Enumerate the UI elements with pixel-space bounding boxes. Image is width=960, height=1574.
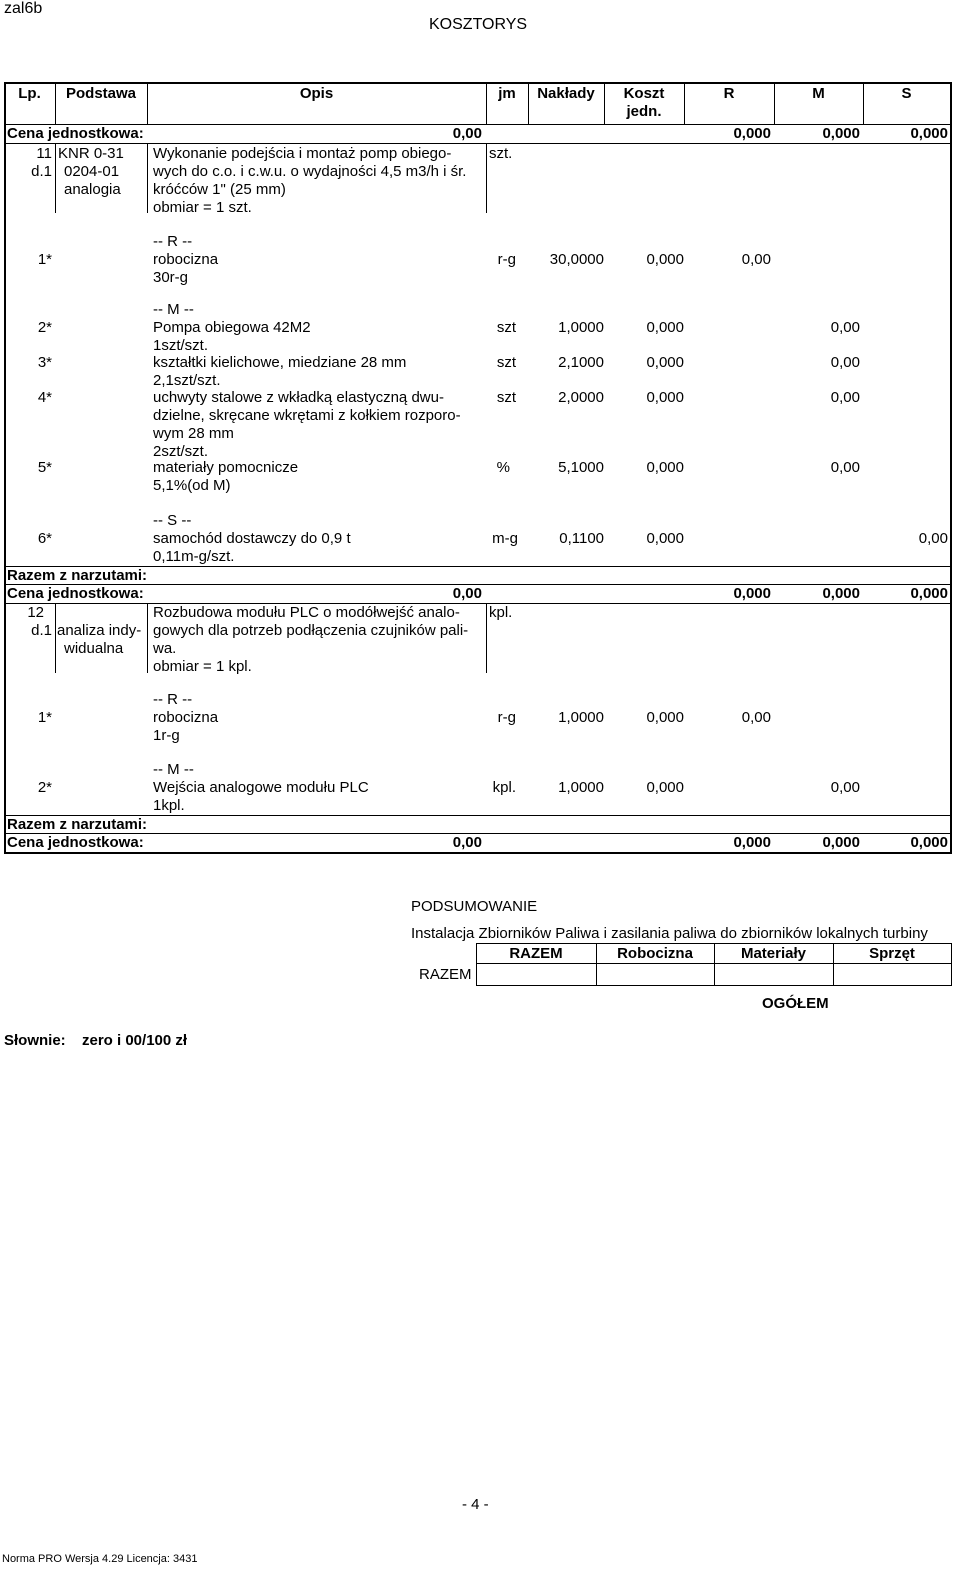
pos11-obmiar: obmiar = 1 szt. <box>153 199 252 216</box>
pos11-m3-koszt: 0,000 <box>646 354 684 371</box>
pos11-podstawa: KNR 0-31 <box>58 145 124 162</box>
cena-r: 0,000 <box>733 834 771 851</box>
pos11-m4-naklady: 2,0000 <box>558 389 604 406</box>
pos11-s6-norm: 0,11m-g/szt. <box>153 548 235 565</box>
pos11-m5-naklady: 5,1000 <box>558 459 604 476</box>
razem-label: Razem z narzutami: <box>7 567 148 584</box>
pos12-m2-lp: 2* <box>37 779 52 796</box>
cena-s: 0,000 <box>910 834 948 851</box>
pos11-r1-naklady: 30,0000 <box>549 251 604 268</box>
pos11-m3-lp: 3* <box>37 354 52 371</box>
cena-r: 0,000 <box>733 125 771 142</box>
page-title: KOSZTORYS <box>429 16 528 33</box>
pos11-m3-naklady: 2,1000 <box>558 354 604 371</box>
pos11-lp-sub: d.1 <box>31 163 52 180</box>
col-line <box>147 143 148 213</box>
summary-col-robocizna: Robocizna <box>617 945 693 962</box>
pos12-obmiar: obmiar = 1 kpl. <box>153 658 252 675</box>
col-line <box>486 603 487 673</box>
cena-r: 0,000 <box>733 585 771 602</box>
summary-total: OGÓŁEM <box>762 995 829 1012</box>
pos11-r1-value: 0,00 <box>741 251 771 268</box>
cena-m: 0,000 <box>822 125 860 142</box>
header-podstawa: Podstawa <box>65 85 137 102</box>
cena-label: Cena jednostkowa: <box>7 125 144 142</box>
cena-main: 0,00 <box>452 125 482 142</box>
header-koszt: Koszt <box>623 85 665 102</box>
pos12-m2-koszt: 0,000 <box>646 779 684 796</box>
pos11-m2-jm: szt <box>496 319 516 336</box>
pos12-r1-value: 0,00 <box>741 709 771 726</box>
pos12-opis: gowych dla potrzeb podłączenia czujników pali- <box>153 622 469 639</box>
pos11-opis: Wykonanie podejścia i montaż pomp obiego- <box>153 145 452 162</box>
pos11-jm: szt. <box>489 145 513 162</box>
pos11-m4-jm: szt <box>496 389 516 406</box>
summary-title: PODSUMOWANIE <box>411 898 538 915</box>
pos11-s-header: -- S -- <box>153 512 192 529</box>
header-naklady: Nakłady <box>537 85 595 102</box>
pos12-m2-naklady: 1,0000 <box>558 779 604 796</box>
slownie-value: zero i 00/100 zł <box>82 1032 188 1049</box>
pos11-m3-value: 0,00 <box>830 354 860 371</box>
pos12-r1-naklady: 1,0000 <box>558 709 604 726</box>
cena-label: Cena jednostkowa: <box>7 585 144 602</box>
header-lp: Lp. <box>18 85 41 102</box>
header-s: S <box>901 85 912 102</box>
pos12-jm: kpl. <box>489 604 513 621</box>
header-jedn: jedn. <box>626 103 662 120</box>
pos11-podstawa: 0204-01 <box>64 163 120 180</box>
pos12-m2-value: 0,00 <box>830 779 860 796</box>
pos11-m5-norm: 5,1%(od M) <box>153 477 231 494</box>
pos12-opis: wa. <box>153 640 177 657</box>
pos11-r1-name: robocizna <box>153 251 219 268</box>
table-bottom-border <box>4 852 952 854</box>
page-number: - 4 - <box>462 1496 489 1513</box>
pos11-r1-lp: 1* <box>37 251 52 268</box>
pos12-m2-name: Wejścia analogowe modułu PLC <box>153 779 369 796</box>
pos12-lp-sub: d.1 <box>31 622 52 639</box>
pos11-s6-naklady: 0,1100 <box>559 530 604 547</box>
pos11-m4-norm: 2szt/szt. <box>153 443 209 460</box>
pos11-m4-lp: 4* <box>37 389 52 406</box>
pos12-r1-name: robocizna <box>153 709 219 726</box>
pos11-m4-koszt: 0,000 <box>646 389 684 406</box>
cena-main: 0,00 <box>452 585 482 602</box>
cena-s: 0,000 <box>910 585 948 602</box>
table-right-border <box>950 82 952 854</box>
pos11-m4-name: dzielne, skręcane wkrętami z kołkiem rozporo- <box>153 407 461 424</box>
summary-line <box>951 943 952 986</box>
col-line <box>55 143 56 213</box>
pos12-r1-koszt: 0,000 <box>646 709 684 726</box>
pos12-podstawa: widualna <box>64 640 124 657</box>
pos12-r-header: -- R -- <box>153 691 193 708</box>
pos11-m5-jm: % <box>496 459 510 476</box>
cena-main: 0,00 <box>452 834 482 851</box>
cena-m: 0,000 <box>822 585 860 602</box>
pos12-r1-jm: r-g <box>497 709 516 726</box>
pos11-s6-jm: m-g <box>492 530 518 547</box>
pos11-m3-jm: szt <box>496 354 516 371</box>
pos11-m2-lp: 2* <box>37 319 52 336</box>
razem-label: Razem z narzutami: <box>7 816 148 833</box>
footer-license: Norma PRO Wersja 4.29 Licencja: 3431 <box>2 1553 198 1565</box>
col-line <box>55 603 56 673</box>
pos11-m5-lp: 5* <box>37 459 52 476</box>
pos11-r1-norm: 30r-g <box>153 269 189 286</box>
pos11-m-header: -- M -- <box>153 301 194 318</box>
document-name: zal6b <box>4 0 43 17</box>
summary-row-razem: RAZEM <box>419 966 472 983</box>
pos11-r1-jm: r-g <box>497 251 516 268</box>
pos12-r1-lp: 1* <box>37 709 52 726</box>
pos11-r1-koszt: 0,000 <box>646 251 684 268</box>
pos12-m-header: -- M -- <box>153 761 194 778</box>
pos12-lp: 12 <box>27 604 44 621</box>
pos11-r-header: -- R -- <box>153 233 193 250</box>
col-line <box>486 143 487 213</box>
pos11-m3-norm: 2,1szt/szt. <box>153 372 221 389</box>
pos11-m4-value: 0,00 <box>830 389 860 406</box>
pos11-m2-naklady: 1,0000 <box>558 319 604 336</box>
pos11-s6-lp: 6* <box>37 530 52 547</box>
summary-col-sprzet: Sprzęt <box>869 945 915 962</box>
pos12-opis: Rozbudowa modułu PLC o modółwejść analo- <box>153 604 460 621</box>
pos11-lp: 11 <box>36 145 52 162</box>
cena-label: Cena jednostkowa: <box>7 834 144 851</box>
pos11-s6-name: samochód dostawczy do 0,9 t <box>153 530 351 547</box>
summary-subtitle: Instalacja Zbiorników Paliwa i zasilania paliwa do zbiorników lokalnych turbiny <box>411 925 928 942</box>
summary-col-materialy: Materiały <box>740 945 807 962</box>
pos11-m4-name: uchwyty stalowe z wkładką elastyczną dwu- <box>153 389 444 406</box>
pos12-r1-norm: 1r-g <box>153 727 180 744</box>
pos11-m2-norm: 1szt/szt. <box>153 337 209 354</box>
pos11-m4-name: wym 28 mm <box>153 425 234 442</box>
pos11-m5-value: 0,00 <box>830 459 860 476</box>
pos11-podstawa: analogia <box>64 181 121 198</box>
pos11-m2-name: Pompa obiegowa 42M2 <box>153 319 311 336</box>
header-m: M <box>812 85 825 102</box>
pos11-opis: króćców 1" (25 mm) <box>153 181 286 198</box>
header-opis: Opis <box>299 85 334 102</box>
header-jm: jm <box>498 85 516 102</box>
cena-s: 0,000 <box>910 125 948 142</box>
pos11-s6-value: 0,00 <box>918 530 948 547</box>
pos12-podstawa: analiza indy- <box>57 622 142 639</box>
header-r: R <box>723 85 735 102</box>
pos11-s6-koszt: 0,000 <box>646 530 684 547</box>
pos11-m2-value: 0,00 <box>830 319 860 336</box>
pos11-m3-name: kształtki kielichowe, miedziane 28 mm <box>153 354 407 371</box>
pos11-m5-koszt: 0,000 <box>646 459 684 476</box>
summary-col-razem: RAZEM <box>509 945 563 962</box>
pos11-opis: wych do c.o. i c.w.u. o wydajności 4,5 m3/h i śr. <box>153 163 467 180</box>
cena-m: 0,000 <box>822 834 860 851</box>
pos12-m2-norm: 1kpl. <box>153 797 185 814</box>
pos11-m5-name: materiały pomocnicze <box>153 459 299 476</box>
slownie-label: Słownie: <box>4 1032 66 1049</box>
pos12-m2-jm: kpl. <box>492 779 516 796</box>
col-line <box>147 603 148 673</box>
pos11-m2-koszt: 0,000 <box>646 319 684 336</box>
